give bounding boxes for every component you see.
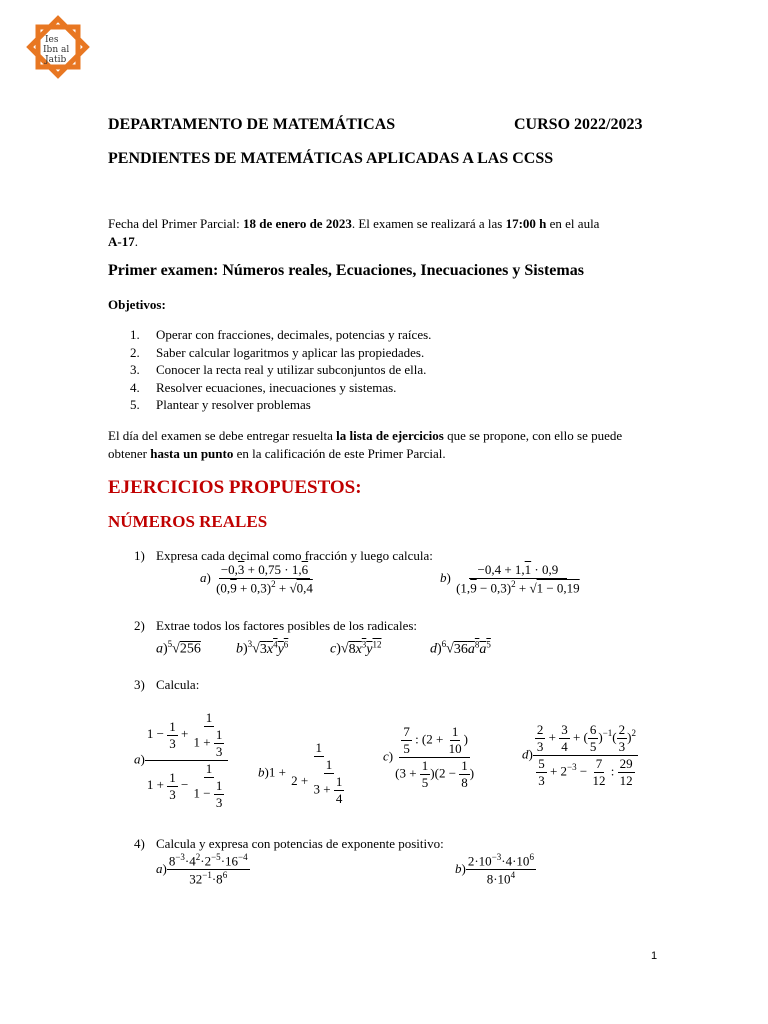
- formula-2c: $c)√8x^3y^{12}$: [330, 639, 382, 657]
- exercise-2: 2) Extrae todos los factores posibles de los radicales:: [134, 618, 418, 633]
- objectives-title: Objetivos:: [108, 297, 166, 312]
- exercise-1: 1) Expresa cada decimal como fracción y luego calcula:: [134, 548, 433, 563]
- objectives-list: [130, 326, 431, 414]
- formula-1a: a) $\frac{-0,3 + 0,75 \cdot 1,6}{(0,9 + 0,3)^2 + √0,4}$: [200, 562, 313, 596]
- department-title: DEPARTAMENTO DE MATEMÁTICAS: [108, 116, 396, 133]
- exercise-3: 3) Calcula:: [134, 677, 200, 692]
- exam-info-text-1: Fecha del Primer Parcial:: [108, 216, 244, 231]
- course-label: CURSO 2022/2023: [514, 116, 643, 133]
- exam-info-text-4: .: [134, 234, 138, 249]
- logo-text-3: Jatib: [45, 55, 67, 65]
- formula-4a: a) $\frac{8^{-3}\cdot 4^2\cdot 2^{-5}\cdot 16^{-4}}{32^{-1}\cdot 8^6}$: [156, 852, 248, 887]
- formula-2b: $b)^3√3x^4y^6$: [236, 639, 289, 657]
- exam-date: 18 de enero de 2023: [243, 216, 352, 231]
- formula-2a: a)$^5$√256: [156, 639, 201, 657]
- exam-title: Primer examen: Números reales, Ecuaciones, Inecuaciones y Sistemas: [108, 262, 584, 279]
- section-title: EJERCICIOS PROPUESTOS:: [108, 477, 362, 498]
- logo-text-1: Ies: [45, 35, 59, 45]
- exam-room: A-17: [108, 234, 135, 249]
- exam-time: 17:00 h: [505, 216, 547, 231]
- formula-2d: $d)^6√36a^8a^5$: [430, 639, 491, 657]
- subsection-title: NÚMEROS REALES: [108, 512, 268, 531]
- page-number: 1: [651, 950, 658, 962]
- formula-4b: b) $\frac{2\cdot 10^{-3}\cdot 4\cdot 10^6}{8\cdot 10^4}$: [455, 852, 534, 887]
- list-item: 2. Saber calcular logaritmos y aplicar las propiedades.: [130, 344, 425, 360]
- list-item: 1. Operar con fracciones, decimales, potencias y raíces.: [130, 327, 432, 342]
- formula-3c: c) $\frac{7}{5}$ : (2 + $\frac{1}{10}$ ) (3 + $\frac{1}{5}$ )(2 − $\frac{1}{8}$ ): [383, 724, 475, 790]
- exam-info-text-3: en el aula: [546, 216, 600, 231]
- formula-3d: d) $\frac{2}{3}$ + $\frac{3}{4}$ + ( $\frac{6}{5}$ )$^{-1}$( $\frac{2}{3}$ )$^2$ $\frac{5}{3}$ + $2^{-3}$ − $\frac{7}{12}$ : $\frac{29}{12}$: [522, 722, 636, 788]
- formula-3b: b)1 + 1 2 + 1 3 + $\frac{1}{4}$: [258, 740, 343, 806]
- exam-info-text-2: . El examen se realizará a las: [351, 216, 506, 231]
- list-item: 5. Plantear y resolver problemas: [130, 397, 311, 412]
- formula-3a: a) 1 − $\frac{1}{3}$ + 1 1 + $\frac{1}{3}$ 1 + $\frac{1}{3}$ − 1 1 − $\frac{1}{3}$: [134, 710, 228, 811]
- list-item: 4. Resolver ecuaciones, inecuaciones y sistemas.: [130, 379, 397, 395]
- formula-1b: b) $\frac{-0,4 + 1,1 \cdot 0,9}{(1,9 - 0,3)^2 + √1 - 0,19}$: [440, 562, 580, 596]
- exam-info: [108, 215, 660, 251]
- exercise-4: 4) Calcula y expresa con potencias de exponente positivo:: [134, 836, 444, 851]
- logo-text-2: Ibn al: [43, 45, 70, 55]
- document-subtitle: PENDIENTES DE MATEMÁTICAS APLICADAS A LAS CCSS: [108, 150, 554, 167]
- school-logo: [25, 14, 91, 80]
- submission-note: El día del examen se debe entregar resuelta la lista de ejercicios que se propone, con ello se puede obtener hasta un punto en la calificación de este Primer Parcial.: [108, 428, 623, 461]
- list-item: 3. Conocer la recta real y utilizar subconjuntos de ella.: [130, 362, 427, 377]
